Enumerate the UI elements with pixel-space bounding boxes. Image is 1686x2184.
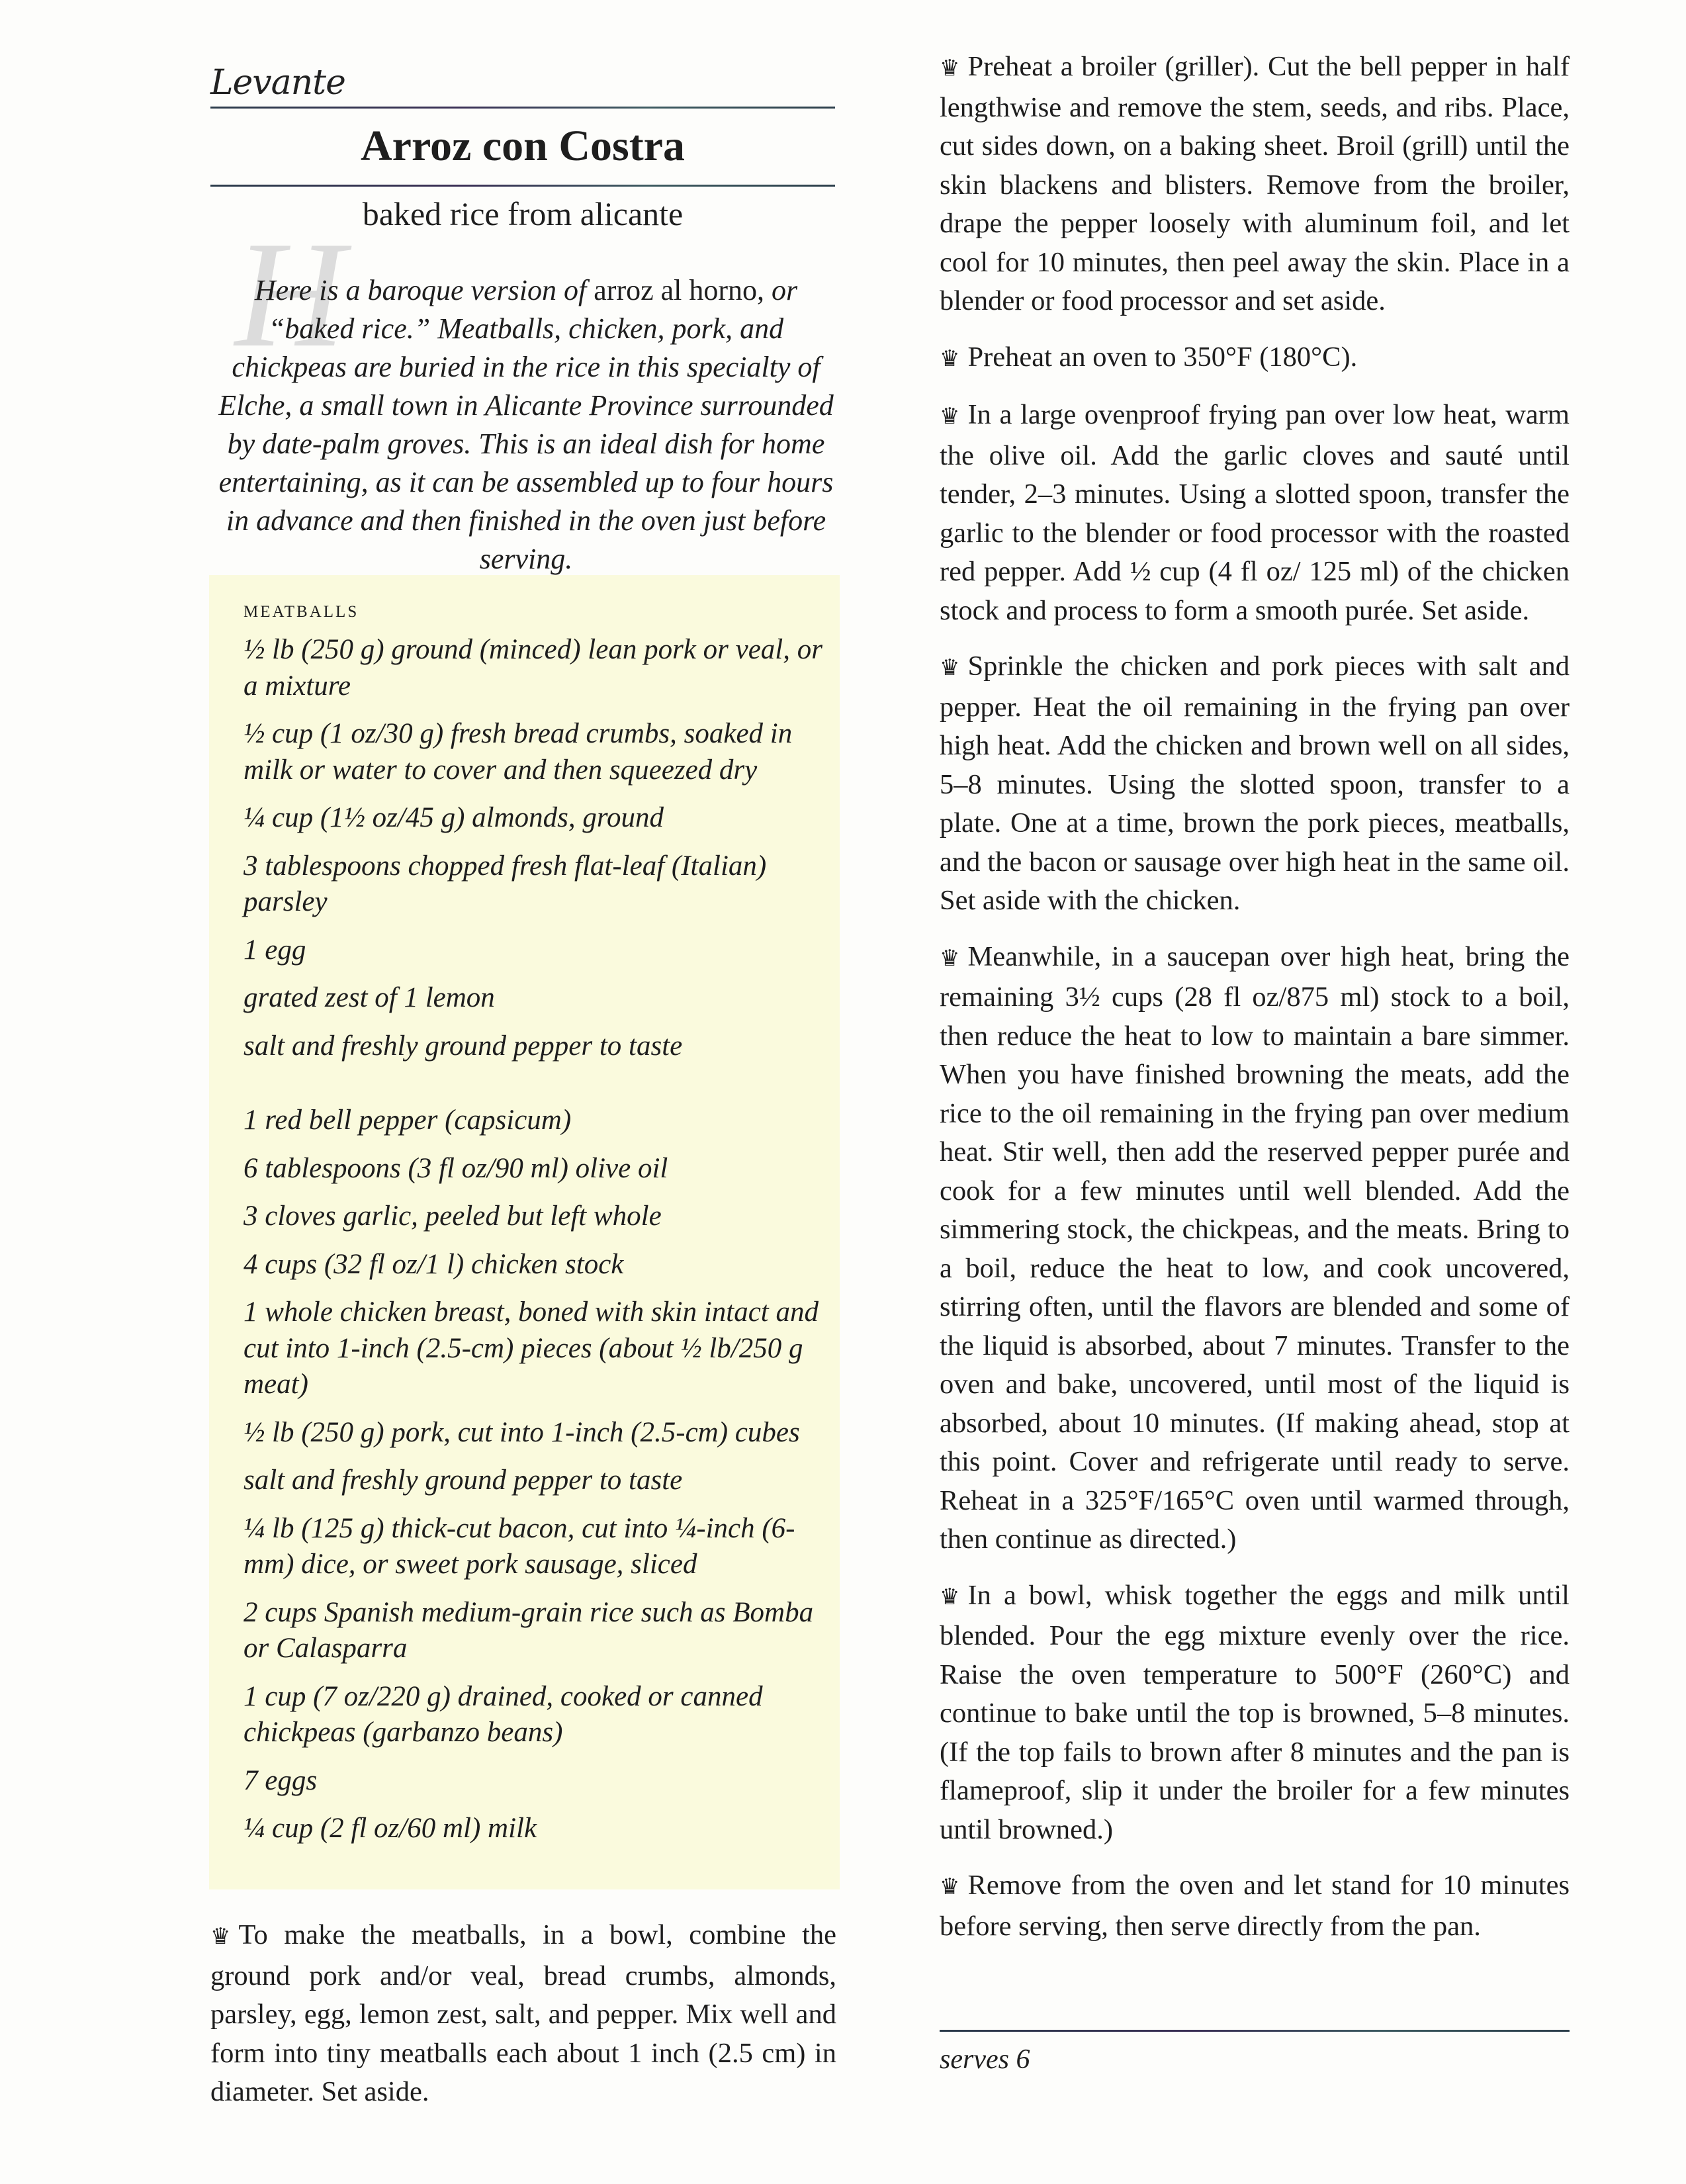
ingredient-item: 1 cup (7 oz/220 g) drained, cooked or canned chickpeas (garbanzo beans)	[244, 1680, 763, 1748]
intro-text: Here is a baroque version of	[254, 274, 594, 306]
fleuron-icon: ♛	[940, 1875, 960, 1899]
fleuron-icon: ♛	[940, 946, 960, 971]
ingredient-item: ¼ cup (2 fl oz/60 ml) milk	[244, 1813, 537, 1844]
step-paragraph	[940, 1576, 1570, 1850]
ingredient-item: ¼ cup (1½ oz/45 g) almonds, ground	[244, 802, 664, 833]
recipe-title: Arroz con Costra	[361, 122, 685, 170]
intro-paragraph	[218, 271, 834, 578]
drop-cap: H	[235, 210, 345, 379]
step-text: Preheat an oven to 350°F (180°C).	[967, 341, 1358, 373]
intro-dish-name: arroz al horno,	[594, 274, 765, 306]
ingredient-item: 6 tablespoons (3 fl oz/90 ml) olive oil	[244, 1152, 668, 1184]
step-paragraph	[940, 1866, 1570, 1946]
intro-text: or “baked rice.” Meatballs, chicken, pork, and chickpeas are buried in the rice in this specialty of Elche, a small town in Alicante Province surrounded by date-palm groves. This is an ideal dish for home entertaining, as it can be assembled up to four hours in advance and then finished in the oven just before serving.	[218, 274, 834, 575]
ingredient-item: 3 cloves garlic, peeled but left whole	[244, 1201, 662, 1232]
step-paragraph	[940, 338, 1570, 379]
step-paragraph	[210, 1916, 836, 2112]
step-text: Remove from the oven and let stand for 10 minutes before serving, then serve directly from the pan.	[940, 1870, 1570, 1942]
steps-right	[940, 48, 1570, 1963]
step-text: Meanwhile, in a saucepan over high heat, bring the remaining 3½ cups (28 fl oz/875 ml) stock to a boil, then reduce the heat to low to maintain a bare simmer. When you have finished browning the meats, add the rice to the oil remaining in the frying pan over medium heat. Stir well, then add the reserved pepper purée and cook for a few minutes until well blended. Add the simmering stock, the chickpeas, and the meats. Bring to a boil, reduce the heat to low, and cook uncovered, stirring often, until the flavors are blended and some of the liquid is absorbed, about 7 minutes. Transfer to the oven and bake, uncovered, until most of the liquid is absorbed, about 10 minutes. (If making ahead, stop at this point. Cover and refrigerate until ready to serve. Reheat in a 325°F/165°C oven until warmed through, then continue as directed.)	[940, 940, 1570, 1555]
step-text: Preheat a broiler (griller). Cut the bell pepper in half lengthwise and remove the stem, seeds, and ribs. Place, cut sides down, on a baking sheet. Broil (grill) until the skin blackens and blisters. Remove from the broiler, drape the pepper loosely with aluminum foil, and let cool for 10 minutes, then peel away the skin. Place in a blender or food processor and set aside.	[940, 51, 1570, 316]
fleuron-icon: ♛	[940, 1584, 960, 1610]
step-paragraph	[940, 48, 1570, 321]
step-text: In a large ovenproof frying pan over low heat, warm the olive oil. Add the garlic cloves and sauté until tender, 2–3 minutes. Using a slotted spoon, transfer the garlic to the blender or food processor with the roasted red pepper. Add ½ cup (4 fl oz/ 125 ml) of the chicken stock and process to form a smooth purée. Set aside.	[940, 399, 1570, 626]
fleuron-icon: ♛	[940, 56, 960, 81]
ingredient-item: ¼ lb (125 g) thick-cut bacon, cut into ¼-inch (6-mm) dice, or sweet pork sausage, sliced	[244, 1512, 795, 1580]
ingredient-item: salt and freshly ground pepper to taste	[244, 1465, 683, 1496]
ingredient-item: ½ cup (1 oz/30 g) fresh bread crumbs, soaked in milk or water to cover and then squeezed dry	[244, 718, 793, 786]
fleuron-icon: ♛	[210, 1925, 231, 1949]
ingredients-list	[244, 599, 826, 1859]
ingredient-item: 1 red bell pepper (capsicum)	[244, 1105, 572, 1136]
serves-label: serves 6	[940, 2044, 1030, 2075]
step-paragraph	[940, 647, 1570, 921]
step-text: Sprinkle the chicken and pork pieces with salt and pepper. Heat the oil remaining in the frying pan over high heat. Add the chicken and brown well on all sides, 5–8 minutes. Using the slotted spoon, transfer to a plate. One at a time, brown the pork pieces, meatballs, and the bacon or sausage over high heat in the same oil. Set aside with the chicken.	[940, 651, 1570, 916]
ingredient-item: ½ lb (250 g) pork, cut into 1-inch (2.5-cm) cubes	[244, 1416, 800, 1448]
fleuron-icon: ♛	[940, 404, 960, 429]
region-heading: Levante	[210, 63, 345, 103]
step-paragraph	[940, 938, 1570, 1559]
step-paragraph	[940, 396, 1570, 630]
fleuron-icon: ♛	[940, 656, 960, 680]
ingredient-item: 2 cups Spanish medium-grain rice such as Bomba or Calasparra	[244, 1596, 814, 1664]
ingredient-item: 1 egg	[244, 934, 306, 966]
steps-left	[210, 1916, 836, 2129]
meatballs-heading: MEATBALLS	[244, 603, 359, 621]
ingredient-item: 4 cups (32 fl oz/1 l) chicken stock	[244, 1248, 624, 1280]
ingredient-item: grated zest of 1 lemon	[244, 982, 495, 1013]
ingredient-item: salt and freshly ground pepper to taste	[244, 1030, 683, 1062]
ingredient-item: 7 eggs	[244, 1764, 318, 1796]
divider	[210, 107, 835, 109]
recipe-subtitle: baked rice from alicante	[362, 195, 684, 232]
fleuron-icon: ♛	[940, 346, 960, 371]
ingredient-item: 3 tablespoons chopped fresh flat-leaf (Italian) parsley	[244, 850, 767, 917]
divider	[210, 185, 835, 187]
divider	[940, 2030, 1570, 2032]
ingredient-item: ½ lb (250 g) ground (minced) lean pork or veal, or a mixture	[244, 634, 822, 702]
step-text: In a bowl, whisk together the eggs and milk until blended. Pour the egg mixture evenly over the rice. Raise the oven temperature to 500°F (260°C) and continue to bake until the top is browned, 5–8 minutes. (If the top fails to brown after 8 minutes and the pan is flameproof, slip it under the broiler for a few minutes until browned.)	[940, 1579, 1570, 1845]
step-text: To make the meatballs, in a bowl, combine the ground pork and/or veal, bread crumbs, almonds, parsley, egg, lemon zest, salt, and pepper. Mix well and form into tiny meatballs each about 1 inch (2.5 cm) in diameter. Set aside.	[210, 1919, 836, 2107]
ingredient-item: 1 whole chicken breast, boned with skin intact and cut into 1-inch (2.5-cm) pieces (about ½ lb/250 g meat)	[244, 1297, 819, 1400]
